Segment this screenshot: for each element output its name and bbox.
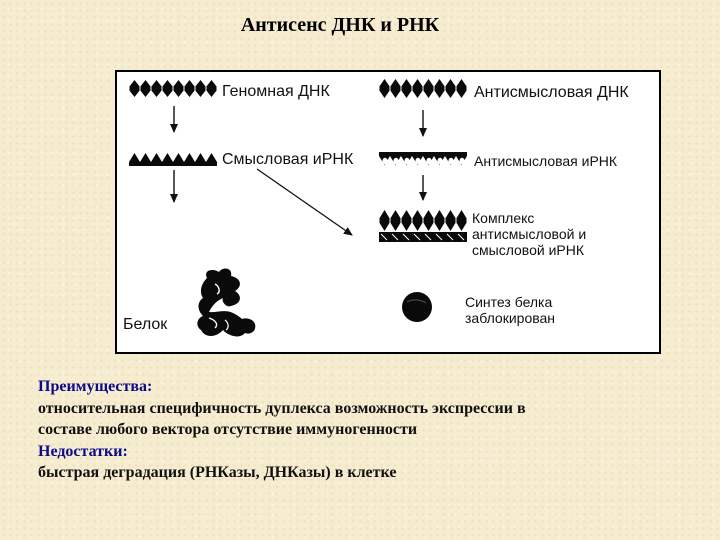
advantages-line-1: относительная специфичность дуплекса возможность экспрессии в xyxy=(38,399,526,417)
label-protein: Белок xyxy=(123,316,168,333)
label-antisense-dna: Антисмысловая ДНК xyxy=(474,84,629,101)
slide-title: Антисенс ДНК и РНК xyxy=(240,14,440,36)
sense-mrna-strand xyxy=(129,153,217,166)
label-sense-mrna: Смысловая иРНК xyxy=(222,151,354,168)
ribosome-blocked xyxy=(402,292,432,322)
advantages-header: Преимущества: xyxy=(38,378,153,395)
diagram-frame xyxy=(115,70,661,354)
disadvantages-line-1: быстрая деградация (РНКазы, ДНКазы) в клетке xyxy=(38,464,397,481)
label-genomic-dna: Геномная ДНК xyxy=(222,83,330,100)
label-synthesis-blocked: Синтез белка заблокирован xyxy=(465,294,556,326)
arrow-sense-to-complex xyxy=(257,169,352,235)
protein-blob xyxy=(197,269,255,337)
label-complex: Комплекс антисмысловой и смысловой иРНК xyxy=(472,210,587,258)
antisense-mrna-strand xyxy=(379,152,467,165)
complex-strand-lower xyxy=(379,232,467,242)
label-antisense-mrna: Антисмысловая иРНК xyxy=(474,153,618,169)
advantages-line-2: составе любого вектора отсутствие иммуногенности xyxy=(38,421,418,438)
text-section xyxy=(38,376,698,484)
disadvantages-header: Недостатки: xyxy=(38,442,128,460)
